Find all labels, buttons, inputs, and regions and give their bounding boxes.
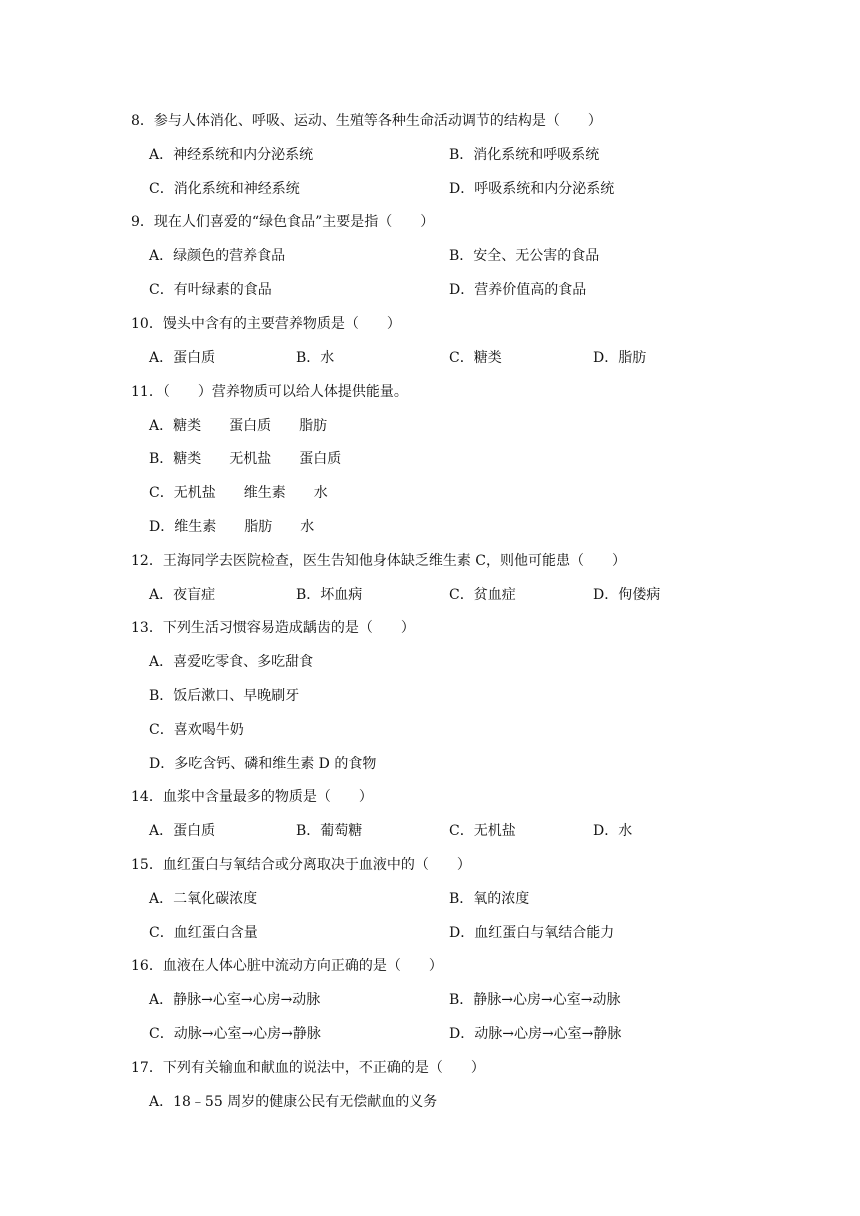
question-9-stem: 9．现在人们喜爱的“绿色食品”主要是指（ ） <box>131 214 435 230</box>
question-17-stem: 17．下列有关输血和献血的说法中，不正确的是（ ） <box>131 1060 485 1076</box>
question-10-option-d: D．脂肪 <box>593 350 647 366</box>
question-11-option-b: B．糖类 无机盐 蛋白质 <box>149 451 342 467</box>
question-15-stem: 15．血红蛋白与氧结合或分离取决于血液中的（ ） <box>131 857 471 873</box>
question-9-option-c: C．有叶绿素的食品 <box>149 282 272 298</box>
question-15-option-b: B．氧的浓度 <box>449 891 530 907</box>
question-8-option-a: A．神经系统和内分泌系统 <box>149 147 314 163</box>
question-13-option-c: C．喜欢喝牛奶 <box>149 722 244 738</box>
question-9-option-d: D．营养价值高的食品 <box>449 282 587 298</box>
question-12-option-d: D．佝偻病 <box>593 587 661 603</box>
question-14-option-a: A．蛋白质 <box>149 823 216 839</box>
question-17-option-a: A．18﹣55 周岁的健康公民有无偿献血的义务 <box>149 1094 438 1110</box>
question-16-option-b: B．静脉→心房→心室→动脉 <box>449 992 621 1008</box>
question-9-option-b: B．安全、无公害的食品 <box>449 248 600 264</box>
question-13-stem: 13．下列生活习惯容易造成龋齿的是（ ） <box>131 620 415 636</box>
question-11-option-c: C．无机盐 维生素 水 <box>149 485 328 501</box>
question-12-option-a: A．夜盲症 <box>149 587 216 603</box>
question-16-option-a: A．静脉→心室→心房→动脉 <box>149 992 321 1008</box>
question-12-stem: 12．王海同学去医院检查，医生告知他身体缺乏维生素 C，则他可能患（ ） <box>131 553 626 569</box>
question-15-option-a: A．二氧化碳浓度 <box>149 891 258 907</box>
question-16-option-d: D．动脉→心房→心室→静脉 <box>449 1026 622 1042</box>
question-13-option-b: B．饭后漱口、早晚刷牙 <box>149 688 300 704</box>
question-8-option-c: C．消化系统和神经系统 <box>149 181 300 197</box>
question-14-option-c: C．无机盐 <box>449 823 516 839</box>
question-14-option-d: D．水 <box>593 823 633 839</box>
question-14-option-b: B．葡萄糖 <box>296 823 363 839</box>
question-10-option-c: C．糖类 <box>449 350 502 366</box>
question-11-option-d: D．维生素 脂肪 水 <box>149 519 315 535</box>
question-14-stem: 14．血浆中含量最多的物质是（ ） <box>131 789 373 805</box>
question-12-option-b: B．坏血病 <box>296 587 363 603</box>
question-8-option-b: B．消化系统和呼吸系统 <box>449 147 600 163</box>
question-12-option-c: C．贫血症 <box>449 587 516 603</box>
question-10-option-a: A．蛋白质 <box>149 350 216 366</box>
question-10-option-b: B．水 <box>296 350 335 366</box>
question-11-option-a: A．糖类 蛋白质 脂肪 <box>149 418 328 434</box>
question-13-option-a: A．喜爱吃零食、多吃甜食 <box>149 654 314 670</box>
question-15-option-c: C．血红蛋白含量 <box>149 925 258 941</box>
question-9-option-a: A．绿颜色的营养食品 <box>149 248 286 264</box>
question-8-stem: 8．参与人体消化、呼吸、运动、生殖等各种生命活动调节的结构是（ ） <box>131 113 602 129</box>
question-11-stem: 11．（ ）营养物质可以给人体提供能量。 <box>131 384 408 400</box>
question-10-stem: 10．馒头中含有的主要营养物质是（ ） <box>131 316 401 332</box>
question-15-option-d: D．血红蛋白与氧结合能力 <box>449 925 615 941</box>
question-13-option-d: D．多吃含钙、磷和维生素 D 的食物 <box>149 756 377 772</box>
question-8-option-d: D．呼吸系统和内分泌系统 <box>449 181 615 197</box>
question-16-option-c: C．动脉→心室→心房→静脉 <box>149 1026 321 1042</box>
question-16-stem: 16．血液在人体心脏中流动方向正确的是（ ） <box>131 958 443 974</box>
